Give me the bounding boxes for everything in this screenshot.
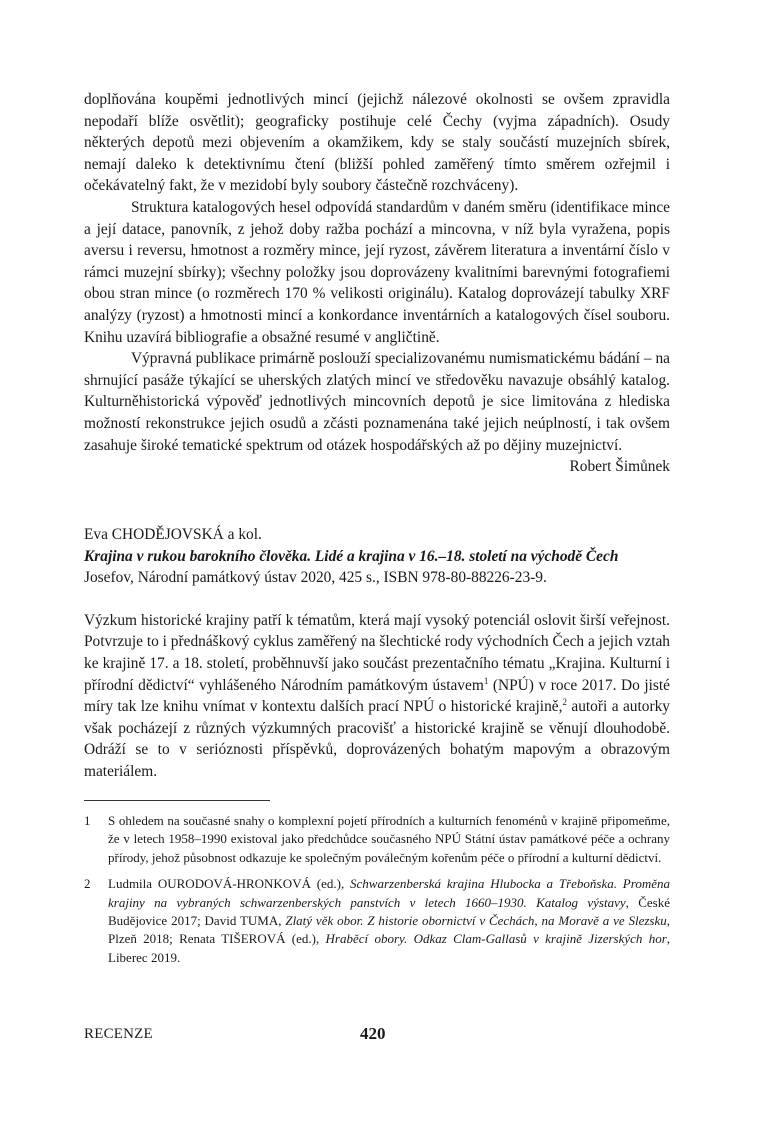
review-1-paragraph-2: Struktura katalogových hesel odpovídá standardům v daném směru (identifikace mince a její datace, panovník, z jehož doby ražba pochází a mincovna, v níž byla vyražena, popis aversu i reversu, hmotnost a rozměry mince, její ryzost, závěrem literatura a inventární číslo v rámci muzejní sbírky); všechny položky jsou doprovázeny kvalitními barevnými fotografiemi obou stran mince (o rozměrech 170 % velikosti originálu). Katalog doprovázejí tabulky XRF analýzy (ryzost) a hmotnosti mincí a konkordance inventárních a katalogových čísel souboru. Knihu uzavírá bibliografie a obsažné resumé v angličtině.: [84, 198, 670, 346]
text-run: , České Budějovice 2017; David TUMA,: [108, 894, 670, 929]
cited-title: Hraběcí obory. Odkaz Clam-Gallasů v krajině Jizerských hor: [325, 931, 667, 947]
review-1-text: [84, 89, 670, 478]
text-run: , Plzeň 2018; Renata TIŠEROVÁ (ed.),: [108, 913, 670, 947]
review-2: [84, 524, 670, 783]
footnote-ref-2: 2: [562, 697, 567, 708]
review-1-paragraph-3: Výpravná publikace primárně poslouží specializovanému numismatickému bádání – na shrnující pasáže týkající se uherských zlatých mincí ve středověku navazuje obsáhlý katalog. Kulturněhistorická výpověď jednotlivých mincovních depotů je sice limitována z hlediska možností rekonstrukce jejich osudů a zčásti poznamenána také jejich neúplností, i tak ovšem zasahuje široké tematické spektrum od otázek hospodářských až po dějiny muzejnictví.: [84, 350, 670, 454]
footer-section-label: RECENZE: [84, 1026, 153, 1042]
footnote-text: S ohledem na současné snahy o komplexní pojetí přírodních a kulturních fenoménů v krajině připomeňme, že v letech 1958–1990 existoval jako předchůdce současného NPÚ Státní ústav památkové péče a ochrany přírody, jehož působnost odkazuje ke společným poválečným kořenům péče o přírodní a kulturní dědictví.: [108, 813, 670, 865]
review-2-author: Eva CHODĚJOVSKÁ a kol.: [84, 526, 262, 543]
text-run: , Liberec 2019.: [108, 931, 671, 965]
review-1-paragraph-1: doplňována koupěmi jednotlivých mincí (jejichž nálezové okolnosti se ovšem zpravidla nepodaří blíže osvětlit); geograficky postihuje celé Čechy (vyjma západních). Osudy některých depotů mezi objevením a okamžikem, kdy se staly součástí muzejních sbírek, nemají daleko k detektivnímu čtení (bližší pohled zaměřený tímto směrem ozřejmil i očekávatelný fakt, že v mezidobí byly soubory částečně rozchváceny).: [84, 91, 670, 195]
review-1-signature: Robert Šimůnek: [569, 458, 670, 476]
footnote-ref-1: 1: [483, 675, 489, 686]
spacer: [84, 589, 670, 610]
footnote-1: [84, 812, 670, 867]
review-2-paragraph-1: [84, 610, 670, 783]
review-2-book-title: Krajina v rukou barokního člověka. Lidé a krajina v 16.–18. století na východě Čech: [84, 547, 619, 565]
text-run: autoři a autorky však pocházejí z různých výzkumných pracovišť a historické krajině se věnují dlouhodobě. Odráží se to v serióznosti příspěvků, doprovázených bohatým mapovým a obrazovým materiálem.: [84, 698, 670, 780]
footnote-text: [108, 875, 670, 967]
text-run: Ludmila OURODOVÁ-HRONKOVÁ (ed.),: [108, 876, 351, 892]
footnote-divider: [84, 800, 270, 801]
review-2-publication-info: Josefov, Národní památkový ústav 2020, 425 s., ISBN 978-80-88226-23-9.: [84, 569, 547, 587]
page-number: 420: [360, 1024, 386, 1043]
text-run: Výzkum historické krajiny patří k tématům, která mají vysoký potenciál oslovit širší veřejnost. Potvrzuje to i přednáškový cyklus zaměřený na šlechtické rody východních Čech a jejich vztah ke krajině 17. a 18. století, proběhnuvší jako součást prezentačního tématu „Krajina. Kulturní i přírodní dědictví“ vyhlášeného Národním památkovým ústavem: [84, 611, 670, 694]
footnote-number: 1: [84, 813, 91, 828]
footnotes: [84, 812, 670, 975]
footnote-2: [84, 875, 670, 967]
text-run: (NPÚ) v roce 2017. Do jisté míry tak lze knihu vnímat v kontextu dalších prací NPÚ o historické krajině,: [84, 676, 671, 716]
footnote-number: 2: [84, 876, 91, 892]
cited-title: Schwarzenberská krajina Hlubocka a Třeboňska. Proměna krajiny na vybraných schwarzenberských panstvích v letech 1660–1930. Katalog výstavy: [108, 876, 670, 910]
cited-title: Zlatý věk obor. Z historie obornictví v Čechách, na Moravě a ve Slezsku: [285, 913, 667, 929]
